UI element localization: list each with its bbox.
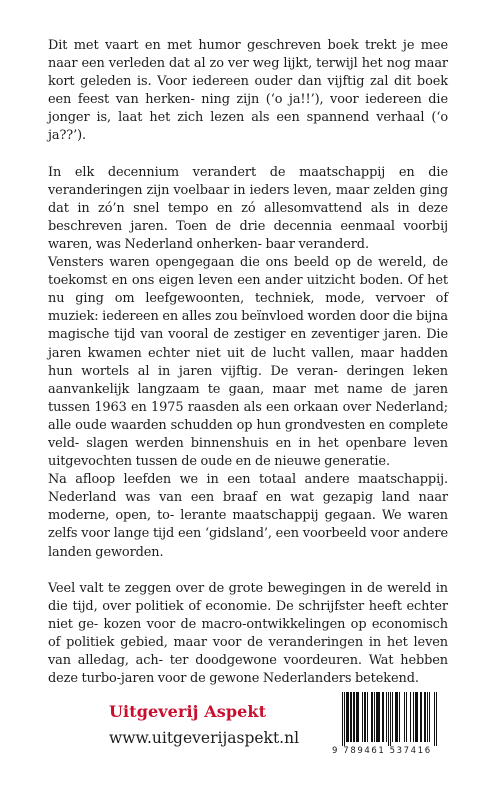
barcode-bar — [390, 692, 391, 746]
barcode-bars — [332, 692, 448, 746]
barcode-bar — [350, 692, 351, 742]
text-line: ning zijn (‘o ja!!’), voor iedereen die jonger is, laat het zich lezen als — [48, 92, 448, 126]
barcode-bar — [371, 692, 372, 742]
barcode-bar — [372, 692, 373, 742]
barcode-bar — [351, 692, 352, 742]
barcode-bar — [410, 692, 411, 742]
text-line: ter doodgewone voordeuren. Wat hebben deze turbo-jaren voor de — [48, 653, 449, 687]
text-line: ‘gidsland’, een voorbeeld voor andere landen geworden. — [48, 526, 448, 560]
text-line: deringen leken aanvankelijk langzaam te gaan, maar met name de — [48, 363, 448, 397]
barcode-bar — [379, 692, 380, 742]
publisher-website[interactable]: www.uitgeverijaspekt.nl — [109, 729, 300, 747]
barcode-bar — [347, 692, 348, 742]
barcode-bar — [420, 692, 421, 742]
barcode-bar — [396, 692, 397, 742]
text-line: tijd, over politiek of economie. De schrijfster heeft echter niet ge- — [48, 598, 448, 632]
barcode-bar — [378, 692, 379, 742]
paragraph-windows — [48, 254, 448, 471]
barcode-bar — [358, 692, 359, 742]
text-line: drie decennia eenmaal voorbij waren, was Nederland onherken- — [48, 218, 448, 252]
barcode-bar — [353, 692, 354, 742]
text-line: was van een braaf en wat gezapig land naar moderne, open, to- — [48, 490, 448, 524]
isbn-barcode — [332, 690, 448, 764]
barcode-bar — [346, 692, 347, 742]
cover-footer — [0, 690, 494, 800]
barcode-bar — [424, 692, 425, 742]
text-line: Veel valt te zeggen over de grote bewegingen in de wereld in die — [48, 580, 448, 614]
barcode-bar — [367, 692, 368, 742]
isbn-number: 9 789461 537416 — [332, 746, 432, 756]
barcode-bar — [357, 692, 358, 742]
text-line: verleden dat al zo ver weg lijkt, terwijl het nog maar kort geleden is. — [48, 56, 448, 90]
barcode-bar — [362, 692, 363, 742]
text-line: tempo en zó allesomvattend als in deze beschreven jaren. Toen de — [48, 200, 448, 234]
barcode-bar — [404, 692, 405, 742]
text-line: zijn voelbaar in ieders leven, maar zelden ging dat in zó’n snel — [48, 182, 448, 216]
text-line: Vensters waren opengegaan die ons beeld op de wereld, de toekomst — [48, 255, 448, 289]
text-line: lerante maatschappij gegaan. We waren zelfs voor lange tijd een — [48, 508, 448, 542]
barcode-bar — [344, 692, 345, 746]
barcode-bar — [436, 692, 437, 746]
barcode-bar — [425, 692, 426, 742]
barcode-bar — [406, 692, 407, 742]
barcode-bar — [413, 692, 414, 742]
barcode-bar — [427, 692, 428, 742]
barcode-bar — [364, 692, 365, 742]
barcode-bar — [395, 692, 396, 742]
text-line: jaren tussen 1963 en 1975 raasden als een orkaan over Nederland; — [48, 381, 448, 415]
text-line: zou beïnvloed worden door die bijna magische tijd van vooral de — [48, 309, 448, 343]
text-line: baar veranderd. — [265, 236, 369, 252]
barcode-bar — [354, 692, 355, 742]
text-line: In elk decennium verandert de maatschappij en die veranderingen — [48, 164, 448, 198]
text-line: gebied, maar voor de veranderingen in het leven van alledag, ach- — [48, 634, 448, 668]
barcode-bar — [356, 692, 357, 742]
barcode-bar — [429, 692, 430, 742]
barcode-bar — [386, 692, 387, 742]
text-line: tussen de oude en de nieuwe generatie. — [135, 454, 390, 470]
barcode-bar — [376, 692, 377, 742]
barcode-bar — [383, 692, 384, 742]
text-line: alle oude waarden schudden op hun grondvesten en complete veld- — [48, 417, 448, 451]
barcode-bar — [399, 692, 400, 742]
barcode-bar — [388, 692, 389, 746]
barcode-bar — [377, 692, 378, 742]
barcode-bar — [342, 692, 343, 746]
barcode-bar — [365, 692, 366, 742]
barcode-bar — [417, 692, 418, 742]
barcode-bar — [382, 692, 383, 742]
text-line: Voor iedereen ouder dan vijftig zal dit boek een feest van herken- — [48, 74, 448, 108]
barcode-bar — [374, 692, 375, 742]
text-line: leefgewoonten, techniek, mode, vervoer of muziek: iedereen en alles — [48, 291, 448, 325]
publisher-name: Uitgeverij Aspekt — [109, 702, 267, 721]
barcode-bar — [416, 692, 417, 742]
barcode-bar — [397, 692, 398, 742]
text-line: slagen werden binnenshuis en in het openbare leven uitgevochten — [48, 435, 448, 470]
text-line: Dit met vaart en met humor geschreven boek trekt je mee naar een — [48, 38, 448, 72]
text-line: en ons eigen leven een ander uitzicht boden. Of het nu ging om — [48, 273, 448, 307]
paragraph-focus — [48, 580, 448, 689]
barcode-bar — [434, 692, 435, 746]
barcode-bar — [415, 692, 416, 742]
text-line: lucht vallen, maar hadden hun wortels al in jaren vijftig. De veran- — [48, 345, 448, 379]
text-line: een spannend verhaal (‘o ja??’). — [48, 110, 448, 144]
paragraph-aftermath — [48, 471, 448, 561]
barcode-bar — [421, 692, 422, 742]
paragraph-intro — [48, 37, 448, 146]
blurb-text — [48, 37, 448, 688]
paragraph-decades — [48, 164, 448, 254]
text-line: gewone Nederlanders betekend. — [209, 671, 419, 687]
text-line: Na afloop leefden we in een totaal andere maatschappij. Nederland — [48, 472, 448, 506]
barcode-bar — [392, 692, 393, 742]
barcode-bar — [348, 692, 349, 742]
text-line: zestiger en zeventiger jaren. Die jaren kwamen echter niet uit de — [48, 327, 448, 361]
text-line: kozen voor de macro-ontwikkelingen op economisch of politiek — [48, 616, 448, 650]
